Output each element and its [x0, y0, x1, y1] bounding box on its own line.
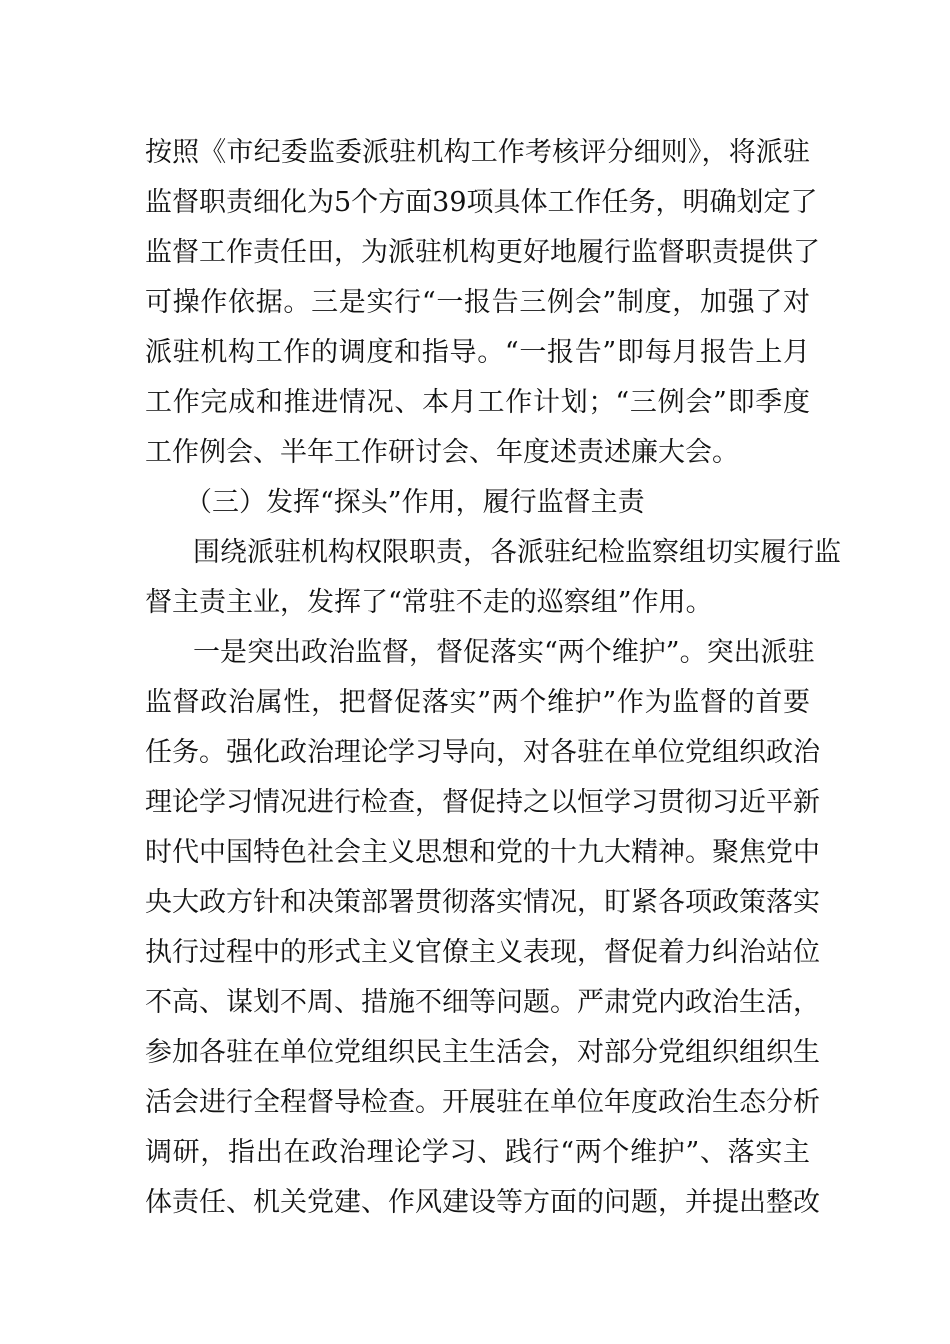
section-heading: （三）发挥“探头”作用，履行监督主责	[185, 487, 645, 518]
paragraph-end-line: 督主责主业，发挥了“常驻不走的巡察组”作用。	[145, 587, 713, 618]
text-line: 理论学习情况进行检查，督促持之以恒学习贯彻习近平新	[145, 787, 820, 818]
paragraph-start-line: 一是突出政治监督，督促落实“两个维护”。突出派驻	[193, 637, 815, 668]
text-line: 监督工作责任田，为派驻机构更好地履行监督职责提供了	[145, 237, 820, 268]
text-line: 工作完成和推进情况、本月工作计划；“三例会”即季度	[145, 387, 810, 418]
text-line: 监督职责细化为5个方面39项具体工作任务，明确划定了	[145, 187, 818, 218]
paragraph-start-line: 围绕派驻机构权限职责，各派驻纪检监察组切实履行监	[193, 537, 841, 568]
text-line: 按照《市纪委监委派驻机构工作考核评分细则》，将派驻	[145, 137, 810, 168]
text-line: 监督政治属性，把督促落实”两个维护”作为监督的首要	[145, 687, 810, 718]
text-line: 参加各驻在单位党组织民主生活会，对部分党组织组织生	[145, 1037, 820, 1068]
text-line: 央大政方针和决策部署贯彻落实情况，盯紧各项政策落实	[145, 887, 820, 918]
text-line: 活会进行全程督导检查。开展驻在单位年度政治生态分析	[145, 1087, 820, 1118]
text-line: 派驻机构工作的调度和指导。“一报告”即每月报告上月	[145, 337, 810, 368]
text-line: 体责任、机关党建、作风建设等方面的问题，并提出整改	[145, 1187, 820, 1218]
text-line: 可操作依据。三是实行“一报告三例会”制度，加强了对	[145, 287, 810, 318]
paragraph-end-line: 工作例会、半年工作研讨会、年度述责述廉大会。	[145, 437, 739, 468]
text-line: 时代中国特色社会主义思想和党的十九大精神。聚焦党中	[145, 837, 820, 868]
text-line: 任务。强化政治理论学习导向，对各驻在单位党组织政治	[145, 737, 820, 768]
text-line: 不高、谋划不周、措施不细等问题。严肃党内政治生活，	[145, 987, 820, 1018]
text-line: 执行过程中的形式主义官僚主义表现，督促着力纠治站位	[145, 937, 820, 968]
text-line: 调研，指出在政治理论学习、践行“两个维护”、落实主	[145, 1137, 810, 1168]
document-body	[145, 128, 841, 1228]
